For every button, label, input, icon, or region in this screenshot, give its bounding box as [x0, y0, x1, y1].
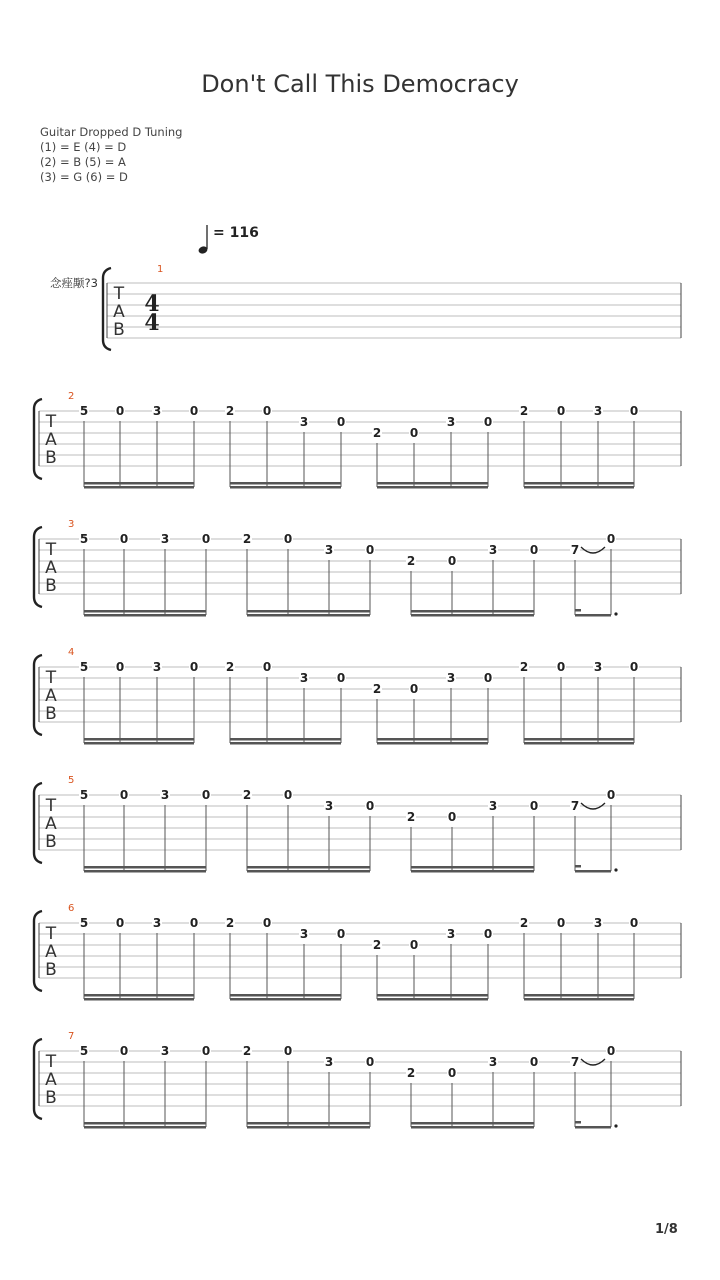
sixteenth-beam — [247, 610, 370, 613]
fret-number: 7 — [570, 1055, 580, 1069]
fret-number: 3 — [488, 799, 498, 813]
fret-number: 3 — [488, 543, 498, 557]
sixteenth-beam — [230, 998, 341, 1001]
fret-number: 0 — [262, 660, 272, 674]
fret-number: 3 — [160, 532, 170, 546]
sixteenth-beam — [377, 482, 488, 485]
sixteenth-beam — [377, 998, 488, 1001]
fret-number: 0 — [483, 927, 493, 941]
sixteenth-beam — [524, 486, 634, 489]
fret-number: 0 — [483, 671, 493, 685]
sixteenth-beam — [411, 610, 534, 613]
tuning-line: (3) = G (6) = D — [40, 170, 128, 184]
tab-clef-letter: A — [45, 558, 57, 578]
fret-number: 0 — [283, 532, 293, 546]
sixteenth-beam — [377, 742, 488, 745]
fret-number: 2 — [372, 682, 382, 696]
sixteenth-beam — [524, 994, 634, 997]
fret-number: 5 — [79, 660, 89, 674]
tab-clef-letter: T — [45, 1052, 57, 1072]
fret-number: 7 — [570, 799, 580, 813]
fret-number: 0 — [262, 916, 272, 930]
fret-number: 2 — [519, 404, 529, 418]
sixteenth-beam — [84, 742, 194, 745]
sixteenth-beam — [377, 738, 488, 741]
fret-number: 0 — [529, 543, 539, 557]
fret-number: 3 — [152, 916, 162, 930]
sixteenth-beam — [247, 866, 370, 869]
eighth-beam — [575, 614, 611, 617]
sixteenth-beam — [411, 1126, 534, 1129]
tab-clef-letter: B — [45, 448, 57, 468]
fret-number: 0 — [336, 415, 346, 429]
fret-number: 0 — [201, 532, 211, 546]
fret-number: 0 — [409, 938, 419, 952]
tab-clef-letter: B — [45, 576, 57, 596]
partial-beam — [575, 609, 581, 612]
fret-number: 0 — [409, 426, 419, 440]
fret-number: 0 — [629, 404, 639, 418]
tab-clef-letter: A — [45, 1070, 57, 1090]
sixteenth-beam — [84, 486, 194, 489]
fret-number: 3 — [299, 415, 309, 429]
fret-number: 2 — [225, 660, 235, 674]
sixteenth-beam — [84, 998, 194, 1001]
partial-beam — [575, 865, 581, 868]
fret-number: 5 — [79, 1044, 89, 1058]
eighth-beam — [575, 1126, 611, 1129]
sixteenth-beam — [230, 742, 341, 745]
sixteenth-beam — [411, 870, 534, 873]
tab-clef-letter: B — [45, 1088, 57, 1108]
track-label: 念痤颙?3 — [50, 276, 98, 290]
fret-number: 5 — [79, 916, 89, 930]
fret-number: 2 — [372, 938, 382, 952]
fret-number: 2 — [225, 404, 235, 418]
sixteenth-beam — [230, 482, 341, 485]
sixteenth-beam — [247, 870, 370, 873]
fret-number: 0 — [447, 1066, 457, 1080]
fret-number: 0 — [201, 788, 211, 802]
tab-clef-letter: T — [45, 668, 57, 688]
fret-number: 0 — [556, 916, 566, 930]
tab-clef-letter: A — [45, 814, 57, 834]
tab-clef-letter: A — [45, 942, 57, 962]
bar-number: 5 — [68, 775, 75, 786]
tab-clef-letter: A — [45, 686, 57, 706]
fret-number: 2 — [242, 532, 252, 546]
tab-clef-letter: B — [45, 704, 57, 724]
tab-clef-letter: B — [45, 960, 57, 980]
fret-number: 0 — [409, 682, 419, 696]
fret-number: 3 — [488, 1055, 498, 1069]
fret-number: 2 — [406, 810, 416, 824]
fret-number: 3 — [446, 927, 456, 941]
tuning-heading: Guitar Dropped D Tuning — [40, 125, 183, 139]
dot-mark — [614, 612, 617, 615]
fret-number: 0 — [201, 1044, 211, 1058]
bar-number: 7 — [68, 1031, 75, 1042]
fret-number: 0 — [115, 660, 125, 674]
song-title: Don't Call This Democracy — [201, 70, 519, 98]
tuning-line: (1) = E (4) = D — [40, 140, 127, 154]
sixteenth-beam — [84, 870, 206, 873]
tab-clef-letter: B — [113, 320, 125, 340]
fret-number: 3 — [299, 671, 309, 685]
fret-number: 7 — [570, 543, 580, 557]
fret-number: 3 — [593, 660, 603, 674]
fret-number: 0 — [262, 404, 272, 418]
sixteenth-beam — [247, 1126, 370, 1129]
tempo-text: = 116 — [213, 225, 259, 241]
bar-number: 2 — [68, 391, 75, 402]
dot-mark — [614, 1124, 617, 1127]
fret-number: 0 — [115, 404, 125, 418]
tab-clef-letter: T — [45, 412, 57, 432]
fret-number: 2 — [225, 916, 235, 930]
fret-number: 0 — [119, 788, 129, 802]
fret-number: 0 — [556, 404, 566, 418]
sixteenth-beam — [247, 614, 370, 617]
fret-number: 0 — [483, 415, 493, 429]
time-signature-bottom: 4 — [144, 310, 160, 336]
tab-clef-letter: A — [45, 430, 57, 450]
fret-number: 0 — [119, 532, 129, 546]
sixteenth-beam — [411, 614, 534, 617]
fret-number: 3 — [446, 415, 456, 429]
fret-number: 3 — [593, 916, 603, 930]
dot-mark — [614, 868, 617, 871]
fret-number: 0 — [365, 1055, 375, 1069]
fret-number: 2 — [372, 426, 382, 440]
sixteenth-beam — [84, 610, 206, 613]
sixteenth-beam — [524, 482, 634, 485]
sixteenth-beam — [377, 994, 488, 997]
fret-number: 0 — [189, 660, 199, 674]
fret-number: 0 — [283, 1044, 293, 1058]
time-signature-top: 4 — [144, 291, 160, 317]
fret-number: 0 — [283, 788, 293, 802]
bar-number: 1 — [157, 264, 164, 275]
sixteenth-beam — [84, 1122, 206, 1125]
bar-number: 3 — [68, 519, 75, 530]
tab-clef-letter: A — [113, 302, 125, 322]
sixteenth-beam — [84, 738, 194, 741]
fret-number: 0 — [529, 799, 539, 813]
fret-number: 0 — [365, 543, 375, 557]
tab-clef-letter: B — [45, 832, 57, 852]
sixteenth-beam — [230, 738, 341, 741]
fret-number: 3 — [324, 543, 334, 557]
sixteenth-beam — [524, 998, 634, 1001]
fret-number: 3 — [324, 1055, 334, 1069]
sixteenth-beam — [84, 482, 194, 485]
fret-number: 2 — [406, 1066, 416, 1080]
fret-number: 0 — [629, 916, 639, 930]
fret-number: 2 — [242, 1044, 252, 1058]
fret-number: 3 — [593, 404, 603, 418]
page-number: 1/8 — [655, 1222, 678, 1237]
sixteenth-beam — [230, 994, 341, 997]
fret-number: 2 — [406, 554, 416, 568]
fret-number: 0 — [629, 660, 639, 674]
fret-number: 0 — [115, 916, 125, 930]
sixteenth-beam — [377, 486, 488, 489]
fret-number: 0 — [529, 1055, 539, 1069]
fret-number: 2 — [242, 788, 252, 802]
fret-number: 3 — [324, 799, 334, 813]
sixteenth-beam — [84, 614, 206, 617]
fret-number: 0 — [447, 810, 457, 824]
partial-beam — [575, 1121, 581, 1124]
sixteenth-beam — [84, 1126, 206, 1129]
fret-number: 0 — [365, 799, 375, 813]
fret-number: 0 — [119, 1044, 129, 1058]
sixteenth-beam — [524, 742, 634, 745]
sixteenth-beam — [411, 1122, 534, 1125]
tab-clef-letter: T — [113, 284, 125, 304]
fret-number: 5 — [79, 532, 89, 546]
fret-number: 0 — [556, 660, 566, 674]
tuning-line: (2) = B (5) = A — [40, 155, 126, 169]
sixteenth-beam — [247, 1122, 370, 1125]
fret-number: 5 — [79, 404, 89, 418]
sixteenth-beam — [84, 994, 194, 997]
fret-number: 0 — [189, 404, 199, 418]
fret-number: 0 — [336, 927, 346, 941]
sixteenth-beam — [524, 738, 634, 741]
fret-number: 0 — [447, 554, 457, 568]
fret-number: 3 — [152, 404, 162, 418]
sixteenth-beam — [84, 866, 206, 869]
fret-number: 0 — [606, 532, 616, 546]
fret-number: 0 — [606, 1044, 616, 1058]
tab-clef-letter: T — [45, 924, 57, 944]
tab-clef-letter: T — [45, 540, 57, 560]
sixteenth-beam — [230, 486, 341, 489]
fret-number: 3 — [160, 788, 170, 802]
fret-number: 3 — [160, 1044, 170, 1058]
eighth-beam — [575, 870, 611, 873]
sixteenth-beam — [411, 866, 534, 869]
fret-number: 2 — [519, 916, 529, 930]
fret-number: 0 — [336, 671, 346, 685]
tab-clef-letter: T — [45, 796, 57, 816]
fret-number: 3 — [446, 671, 456, 685]
fret-number: 2 — [519, 660, 529, 674]
fret-number: 5 — [79, 788, 89, 802]
fret-number: 3 — [152, 660, 162, 674]
bar-number: 6 — [68, 903, 75, 914]
bar-number: 4 — [68, 647, 75, 658]
fret-number: 0 — [189, 916, 199, 930]
fret-number: 3 — [299, 927, 309, 941]
fret-number: 0 — [606, 788, 616, 802]
